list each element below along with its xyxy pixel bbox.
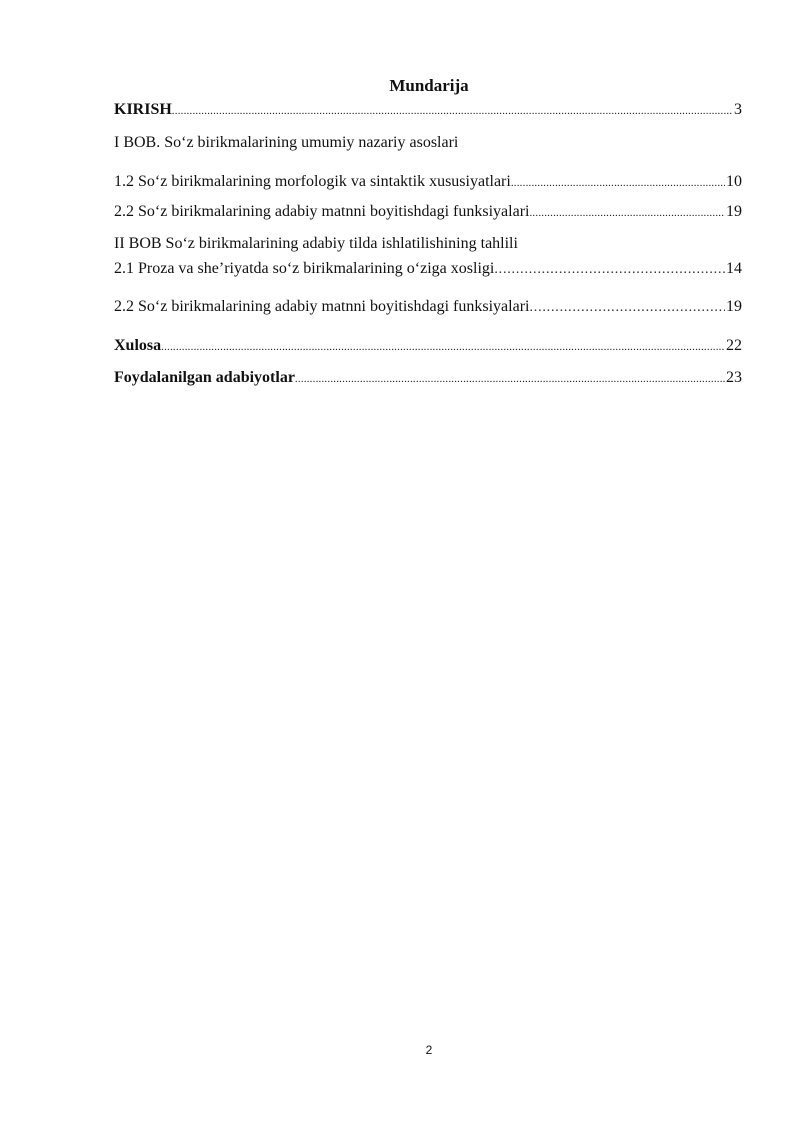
toc-entry-page: 19	[726, 298, 742, 315]
toc-entry-page: 19	[726, 203, 742, 220]
toc-entry-page: 10	[726, 173, 742, 190]
toc-entry-label: 2.2 So‘z birikmalarining adabiy matnni boyitishdagi funksiyalari	[114, 203, 530, 220]
toc-entry-2-2-b	[114, 297, 742, 318]
toc-entry-label: Foydalanilgan adabiyotlar	[114, 369, 295, 386]
toc-entry-label: 1.2 So‘z birikmalarining morfologik va sintaktik xususiyatlari	[114, 173, 511, 190]
toc-entry-label: KIRISH	[114, 101, 172, 118]
dot-leader	[529, 298, 725, 318]
toc-entry-2-1	[114, 259, 742, 280]
toc-entry-1-2	[114, 172, 742, 193]
dot-leader	[511, 173, 725, 193]
toc-title: Mundarija	[389, 76, 469, 95]
toc-entry-adabiyotlar	[114, 368, 742, 389]
toc-chapter-1: I BOB. So‘z birikmalarining umumiy nazariy asoslari	[114, 134, 459, 151]
toc-entry-label: 2.1 Proza va she’riyatda so‘z birikmalarining o‘ziga xosligi	[114, 260, 495, 277]
page-number: 2	[425, 1043, 433, 1057]
toc-entry-page: 22	[726, 337, 742, 354]
toc-entry-xulosa	[114, 336, 742, 357]
dot-leader	[529, 203, 725, 223]
toc-entry-page: 23	[726, 369, 742, 386]
toc-entry-page: 14	[726, 260, 742, 277]
dot-leader	[295, 369, 725, 389]
toc-entry-label: Xulosa	[114, 337, 162, 354]
dot-leader	[161, 337, 725, 357]
toc-entry-label: 2.2 So‘z birikmalarining adabiy matnni boyitishdagi funksiyalari	[114, 298, 530, 315]
toc-entry-2-2-a	[114, 202, 742, 223]
toc-entry-page: 3	[734, 101, 742, 118]
dot-leader	[172, 101, 733, 121]
toc-entry-kirish	[114, 100, 742, 121]
toc-chapter-2: II BOB So‘z birikmalarining adabiy tilda ishlatilishining tahlili	[114, 235, 518, 252]
dot-leader	[494, 260, 725, 280]
